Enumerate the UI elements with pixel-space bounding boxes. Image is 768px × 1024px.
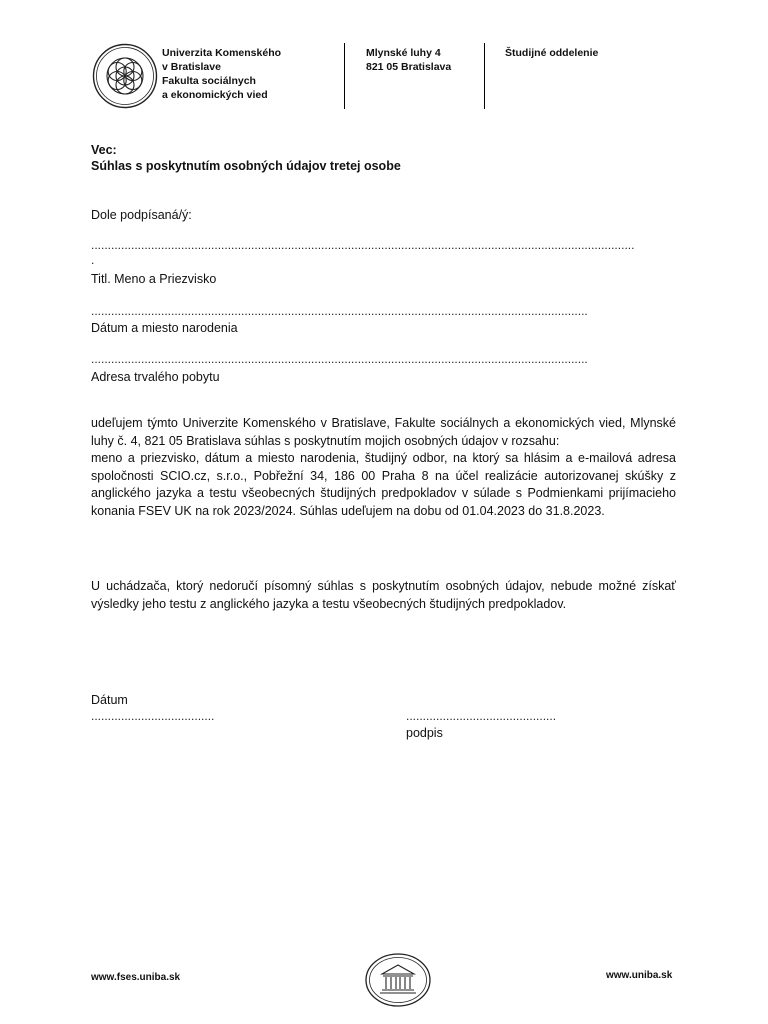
university-line-3: Fakulta sociálnych xyxy=(162,75,256,87)
signature-label: podpis xyxy=(406,726,443,740)
faculty-logo xyxy=(92,43,158,109)
undersigned-label: Dole podpísaná/ý: xyxy=(91,208,192,222)
university-seal xyxy=(364,952,432,1008)
university-seal-icon xyxy=(364,952,432,1008)
name-label: Titl. Meno a Priezvisko xyxy=(91,272,217,286)
consent-body xyxy=(91,415,676,520)
date-label: Dátum xyxy=(91,693,128,707)
subject-title: Súhlas s poskytnutím osobných údajov tretej osobe xyxy=(91,159,401,173)
subject-label: Vec: xyxy=(91,143,117,157)
consent-paragraph-1: udeľujem týmto Univerzite Komenského v Bratislave, Fakulte sociálnych a ekonomických vied, Mlynské luhy č. 4, 821 05 Bratislava súhlas s poskytnutím mojich osobných údajov v rozsahu: xyxy=(91,416,676,448)
faculty-logo-icon xyxy=(92,43,158,109)
header-divider-1 xyxy=(344,43,345,109)
university-line-1: Univerzita Komenského xyxy=(162,47,282,59)
footer-right-url[interactable]: www.uniba.sk xyxy=(606,970,673,981)
residence-label: Adresa trvalého pobytu xyxy=(91,370,220,384)
address-line-2: 821 05 Bratislava xyxy=(366,61,452,73)
header-divider-2 xyxy=(484,43,485,109)
birth-fill-line: ..................................................................................................................................................... xyxy=(91,304,588,318)
consent-paragraph-2: meno a priezvisko, dátum a miesto narodenia, študijný odbor, na ktorý sa hlásim a e-mailová adresa spoločnosti SCIO.cz, s.r.o., Pobřežní 34, 186 00 Praha 8 na účel realizácie autorizovanej skúšky z anglického jazyka a testu všeobecných študijných predpokladov v súlade s Podmienkami prijímacieho konania FSEV UK na rok 2023/2024. Súhlas udeľujem na dobu od 01.04.2023 do 31.8.2023. xyxy=(91,451,676,518)
department-name: Študijné oddelenie xyxy=(505,47,599,59)
university-line-4: a ekonomických vied xyxy=(162,89,268,101)
undersigned-fill-line: ................................................................................................................................................................... xyxy=(91,238,635,252)
address-fill-line: ..................................................................................................................................................... xyxy=(91,352,588,366)
university-line-2: v Bratislave xyxy=(162,61,221,73)
faculty-address xyxy=(366,46,451,74)
birth-label: Dátum a miesto narodenia xyxy=(91,321,238,335)
footer-left-url[interactable]: www.fses.uniba.sk xyxy=(91,972,181,983)
consent-notice: U uchádzača, ktorý nedoručí písomný súhlas s poskytnutím osobných údajov, nebude možné získať výsledky jeho testu z anglického jazyka a testu všeobecných študijných predpokladov. xyxy=(91,579,676,611)
date-fill-line: ..................................... xyxy=(91,709,215,723)
signature-fill-line: ............................................. xyxy=(406,709,557,723)
university-name xyxy=(162,46,281,102)
address-line-1: Mlynské luhy 4 xyxy=(366,47,441,59)
undersigned-fill-line-tail: . xyxy=(91,253,95,267)
